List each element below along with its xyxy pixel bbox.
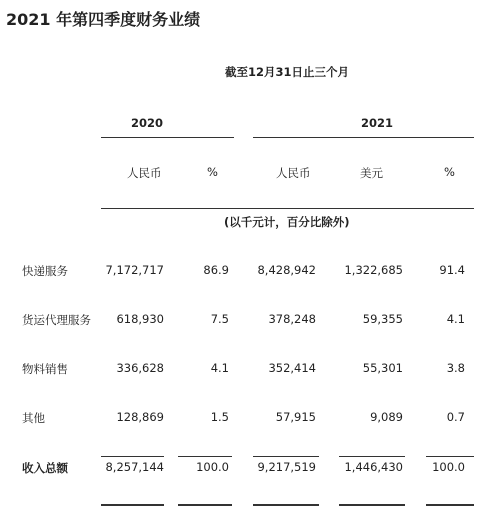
period-header: 截至12月31日止三个月 (225, 65, 350, 79)
cell-express-rmb-2021: 8,428,942 (257, 263, 316, 277)
row-label-freight: 货运代理服务 (22, 313, 91, 327)
col-header-pct-2021: % (444, 165, 455, 179)
year-2020: 2020 (131, 116, 164, 130)
cell-express-rmb-2020: 7,172,717 (105, 263, 164, 277)
cell-freight-rmb-2020: 618,930 (116, 312, 164, 326)
total-rule-pct-2021 (426, 456, 474, 457)
cell-freight-usd-2021: 59,355 (362, 312, 403, 326)
cell-other-rmb-2020: 128,869 (116, 410, 164, 424)
cell-other-pct-2020: 1.5 (210, 410, 229, 424)
col-header-usd-2021: 美元 (360, 166, 383, 180)
row-label-total: 收入总额 (22, 461, 68, 475)
cell-freight-rmb-2021: 378,248 (268, 312, 316, 326)
cell-freight-pct-2021: 4.1 (446, 312, 465, 326)
year-2021: 2021 (361, 116, 394, 130)
row-label-materials: 物料销售 (22, 362, 68, 376)
total-rule-rmb-2020 (101, 456, 164, 457)
cell-total-pct-2020: 100.0 (196, 460, 229, 474)
cell-materials-pct-2021: 3.8 (446, 361, 465, 375)
col-header-rmb-2021: 人民币 (276, 166, 311, 180)
bottom-rule-rmb-2020 (101, 504, 164, 506)
col-header-rmb-2020: 人民币 (127, 166, 162, 180)
cell-materials-rmb-2020: 336,628 (116, 361, 164, 375)
bottom-rule-pct-2020 (178, 504, 232, 506)
cell-other-pct-2021: 0.7 (446, 410, 465, 424)
unit-note: (以千元计，百分比除外) (224, 215, 350, 229)
cell-express-pct-2021: 91.4 (439, 263, 465, 277)
year-2020-rule (101, 137, 234, 138)
total-rule-rmb-2021 (253, 456, 319, 457)
cell-other-rmb-2021: 57,915 (275, 410, 316, 424)
cell-total-pct-2021: 100.0 (432, 460, 465, 474)
cell-freight-pct-2020: 7.5 (210, 312, 229, 326)
bottom-rule-usd-2021 (339, 504, 405, 506)
row-label-express: 快递服务 (22, 264, 68, 278)
cell-total-usd-2021: 1,446,430 (344, 460, 403, 474)
total-rule-pct-2020 (178, 456, 232, 457)
cell-express-pct-2020: 86.9 (203, 263, 229, 277)
cell-total-rmb-2020: 8,257,144 (105, 460, 164, 474)
cell-materials-pct-2020: 4.1 (210, 361, 229, 375)
page-title: 2021 年第四季度财务业绩 (6, 10, 201, 29)
col-header-pct-2020: % (207, 165, 218, 179)
row-label-other: 其他 (22, 411, 45, 425)
bottom-rule-pct-2021 (426, 504, 474, 506)
bottom-rule-rmb-2021 (253, 504, 319, 506)
cell-materials-usd-2021: 55,301 (362, 361, 403, 375)
cell-total-rmb-2021: 9,217,519 (257, 460, 316, 474)
cell-other-usd-2021: 9,089 (370, 410, 403, 424)
cell-express-usd-2021: 1,322,685 (344, 263, 403, 277)
col-header-rule (101, 208, 474, 209)
total-rule-usd-2021 (339, 456, 405, 457)
cell-materials-rmb-2021: 352,414 (268, 361, 316, 375)
year-2021-rule (253, 137, 474, 138)
